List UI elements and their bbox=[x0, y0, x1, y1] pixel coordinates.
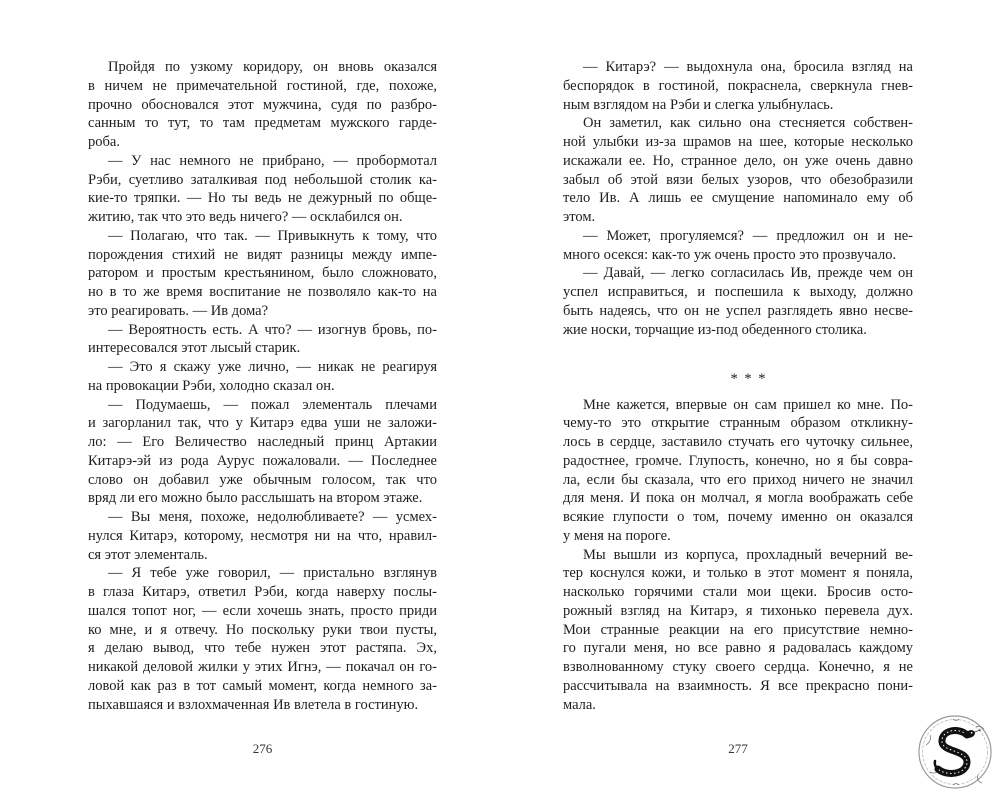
paragraph bbox=[563, 396, 913, 546]
text-line: — Полагаю, что так. — Привыкнуть к тому, что bbox=[108, 227, 437, 244]
text-line: для меня. И пока он молчал, я могла воображать себе bbox=[563, 490, 913, 507]
text-line: рожный взгляд на Китарэ, я тихонько перевела дух. bbox=[563, 602, 913, 619]
text-line: Китарэ-эй из рода Аурус пожаловали. — Последнее bbox=[88, 452, 437, 469]
text-line: тело Ив. А лишь ее смущение напоминало ему об bbox=[563, 190, 913, 207]
text-line: — Может, прогуляемся? — предложил он и не- bbox=[583, 227, 913, 244]
paragraph bbox=[88, 321, 437, 359]
page-number: 277 bbox=[728, 741, 748, 756]
text-line: — Давай, — легко согласилась Ив, прежде чем он bbox=[583, 265, 913, 282]
text-line: житию, так что это ведь ничего? — осклабился он. bbox=[88, 209, 403, 225]
paragraph bbox=[563, 264, 913, 339]
text-line: радостнее, громче. Глупость, конечно, но я бы совра- bbox=[563, 452, 913, 469]
text-line: ным взглядом на Рэби и слегка улыбнулась. bbox=[563, 96, 834, 113]
text-line: Мы вышли из корпуса, прохладный вечерний ве- bbox=[583, 546, 913, 563]
text-line: — Я тебе уже говорил, — пристально взглянув bbox=[108, 565, 437, 582]
text-line: на провокации Рэби, холодно сказал он. bbox=[88, 377, 335, 394]
text-line: этом. bbox=[563, 209, 596, 225]
text-line: интересовался этот лысый старик. bbox=[88, 340, 301, 357]
right-page-text bbox=[563, 58, 913, 714]
paragraph bbox=[563, 114, 913, 227]
text-line: тер коснулся кожи, и только в этот момент я поняла, bbox=[563, 565, 913, 582]
paragraph bbox=[88, 508, 437, 564]
paragraph bbox=[88, 358, 437, 396]
text-line: ной улыбки из-за шрамов на шее, которые несколько bbox=[563, 134, 913, 150]
text-line: успел исправиться, и поспешила к выходу, должно bbox=[563, 284, 913, 300]
text-line: забыл об этой вязи белых узоров, что обезобразили bbox=[563, 171, 913, 188]
paragraph bbox=[563, 546, 913, 715]
text-line: — Вероятность есть. А что? — изогнув бровь, по- bbox=[108, 321, 437, 338]
paragraph bbox=[88, 564, 437, 714]
text-line: прочно обосновался этот мужчина, судя по разбро- bbox=[88, 96, 437, 113]
text-line: Рэби, суетливо заталкивая под небольшой столик ка- bbox=[88, 171, 437, 188]
text-line: всякие глупости о том, почему именно он оказался bbox=[563, 509, 913, 526]
paragraph bbox=[563, 227, 913, 265]
text-line: санным то тут, то там предметам мужского гарде- bbox=[88, 115, 437, 132]
text-line: — Китарэ? — выдохнула она, бросила взгляд на bbox=[583, 59, 913, 75]
left-page-text bbox=[88, 58, 437, 714]
text-line: в ничем не примечательной гостиной, где, похоже, bbox=[88, 77, 437, 94]
text-line: Мне кажется, впервые он сам пришел ко мне. По- bbox=[583, 396, 913, 413]
text-line: порождения стихий не видят разницы между импе- bbox=[88, 246, 437, 263]
text-line: у меня на пороге. bbox=[563, 527, 671, 544]
text-line: — Это я скажу уже лично, — никак не реагируя bbox=[108, 359, 437, 375]
text-line: Пройдя по узкому коридору, он вновь оказался bbox=[108, 59, 437, 75]
text-line: ко мне, и я отвечу. Но поскольку руки твои пусты, bbox=[88, 621, 437, 638]
paragraph bbox=[88, 58, 437, 152]
text-line: — У нас немного не прибрано, — пробормотал bbox=[108, 152, 437, 169]
text-line: нулся Китарэ, которому, несмотря ни на что, нравил- bbox=[88, 527, 437, 544]
text-line: ратором и простым крестьянином, было сложновато, bbox=[88, 265, 437, 282]
text-line: я делаю вывод, что тебе нужен этот растяпа. Эх, bbox=[88, 640, 437, 657]
text-section bbox=[563, 58, 913, 339]
text-line: — Вы меня, похоже, недолюбливаете? — усмех- bbox=[108, 509, 437, 525]
text-line: взволнованному стуку своего сердца. Конечно, я не bbox=[563, 659, 913, 676]
text-line: — Подумаешь, — пожал элементаль плечами bbox=[108, 396, 437, 413]
text-line: рассчитывала на взаимность. Я все прекрасно пони- bbox=[563, 677, 913, 694]
text-line: беспорядок в гостиной, покраснела, сверкнула гнев- bbox=[563, 77, 913, 94]
text-line: никакой деловой жилки у этих Игнэ, — покачал он го- bbox=[88, 659, 437, 675]
text-line: Мои странные реакции на его присутствие немно- bbox=[563, 621, 913, 638]
text-line: но в то же время воспитание не позволяло как-то на bbox=[88, 284, 437, 300]
text-line: ла, если бы сказала, что его приход ничего не значил bbox=[563, 471, 913, 488]
text-line: пыхавшаяся и взлохмаченная Ив влетела в гостиную. bbox=[88, 696, 419, 713]
text-line: ловой как раз в тот самый момент, когда немного за- bbox=[88, 677, 437, 694]
text-line: шался топот ног, — если хочешь знать, просто приди bbox=[88, 602, 437, 619]
text-line: лось в сердце, заставило стучать его чуточку сильнее, bbox=[563, 434, 913, 451]
text-line: много осекся: как-то уж очень просто это прозвучало. bbox=[563, 246, 897, 263]
paragraph bbox=[88, 396, 437, 509]
paragraph bbox=[88, 152, 437, 227]
text-line: это реагировать. — Ив дома? bbox=[88, 302, 269, 319]
text-line: кие-то тряпки. — Но ты ведь не дежурный по обще- bbox=[88, 190, 437, 207]
scene-break: * * * bbox=[730, 371, 766, 388]
text-line: го пугали меня, но все равно я радовалась каждому bbox=[563, 640, 913, 657]
text-line: и загорланил так, что у Китарэ едва уши не заложи- bbox=[88, 415, 437, 432]
text-line: насколько горячими стали мои щеки. Бросив осто- bbox=[563, 584, 913, 601]
text-line: мала. bbox=[563, 696, 596, 713]
text-line: чему-то это открытие странным образом откликну- bbox=[563, 415, 913, 432]
page-number: 276 bbox=[252, 741, 273, 756]
text-line: жие носки, торчащие из-под обеденного столика. bbox=[563, 321, 867, 338]
text-line: в глаза Китарэ, ответил Рэби, когда наверху послы- bbox=[88, 584, 437, 600]
text-line: ло: — Его Величество наследный принц Артакии bbox=[88, 434, 437, 450]
text-line: быть надеясь, что он не успел разглядеть явно несве- bbox=[563, 302, 913, 319]
text-line: искажали ее. Но, странное дело, он уже очень давно bbox=[563, 152, 913, 169]
text-section bbox=[563, 396, 913, 715]
paragraph bbox=[88, 227, 437, 321]
text-line: Он заметил, как сильно она стесняется собствен- bbox=[583, 115, 913, 132]
paragraph bbox=[563, 58, 913, 114]
text-line: вряд ли его можно было расслышать на втором этаже. bbox=[88, 490, 423, 507]
text-line: слово он добавил уже обычным голосом, так что bbox=[88, 471, 437, 488]
serpent-emblem-icon bbox=[917, 714, 993, 790]
text-line: роба. bbox=[88, 134, 120, 150]
text-line: ся этот элементаль. bbox=[88, 546, 208, 563]
